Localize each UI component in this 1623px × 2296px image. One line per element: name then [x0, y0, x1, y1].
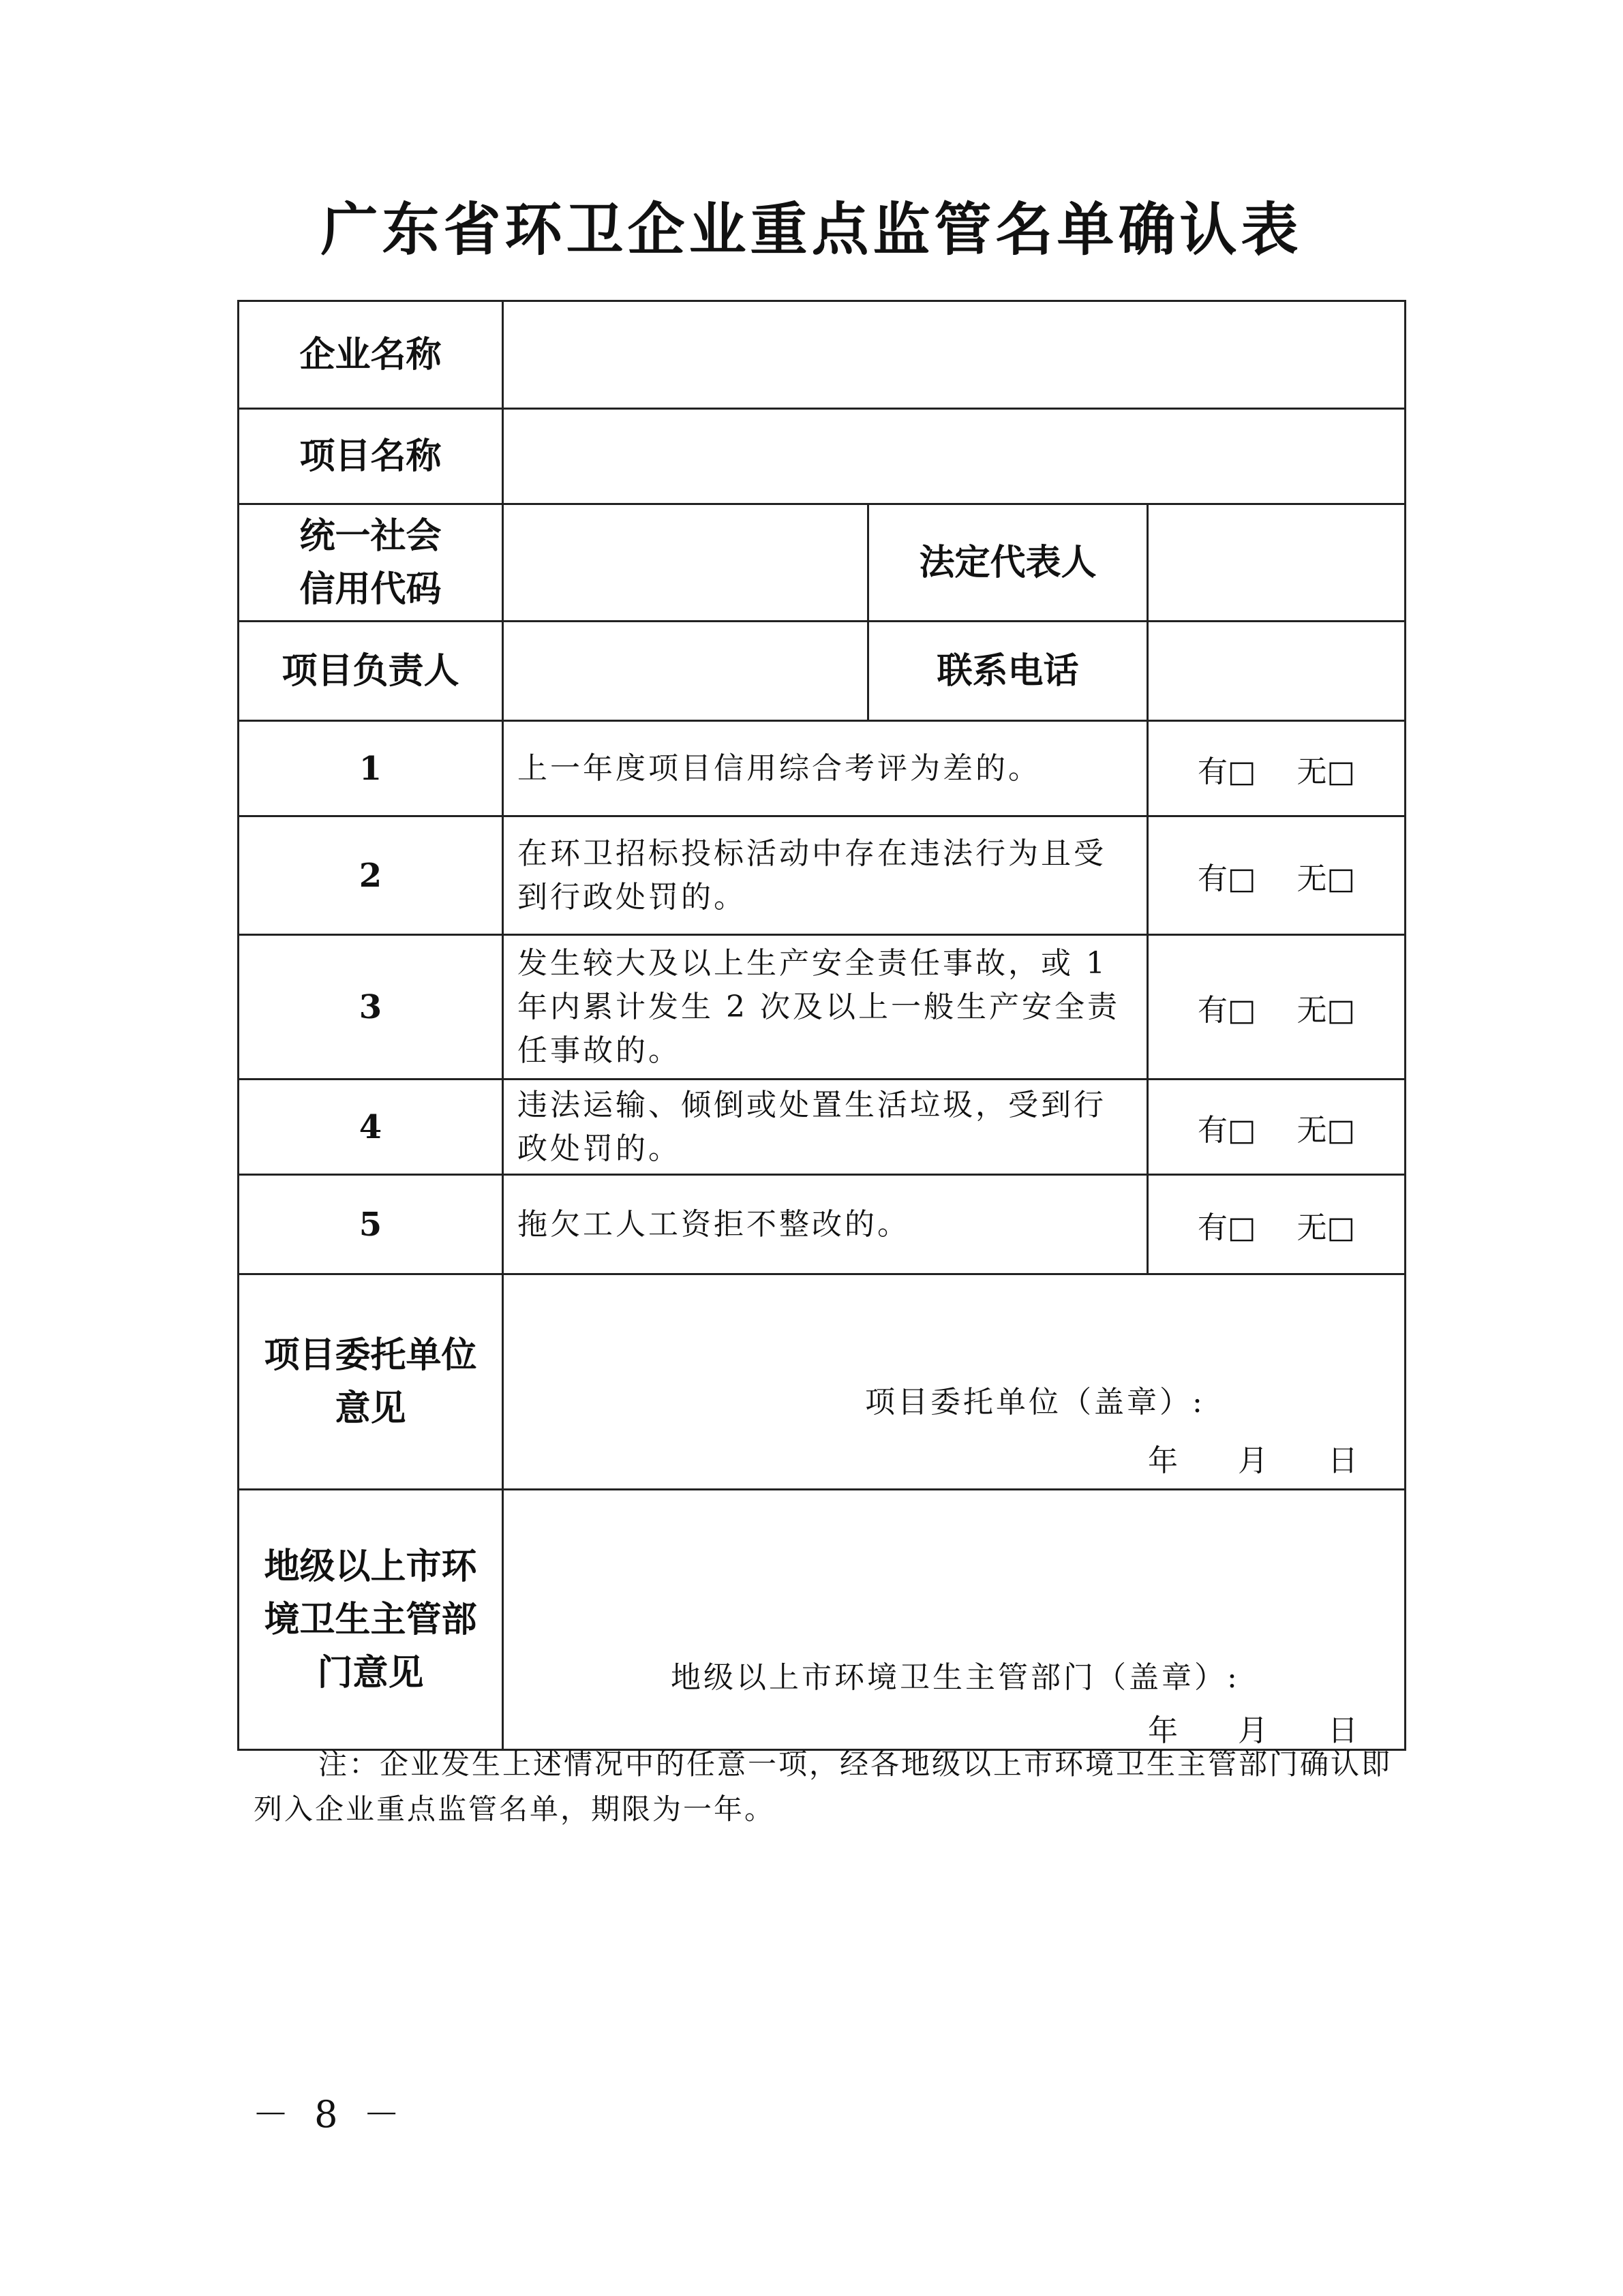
item-yes-no: [1148, 935, 1406, 1080]
page-number: － 8 －: [252, 2093, 407, 2136]
no-checkbox[interactable]: 无□: [1296, 861, 1356, 896]
item-row: [239, 816, 1406, 935]
row-company-name: [239, 301, 1406, 409]
no-checkbox[interactable]: 无□: [1296, 1210, 1356, 1245]
item-description: 违法运输、倾倒或处置生活垃圾，受到行政处罚的。: [503, 1080, 1148, 1175]
item-number: 1: [239, 721, 503, 816]
item-row: [239, 721, 1406, 816]
date-month: 月: [1238, 1443, 1269, 1478]
item-number: 3: [239, 935, 503, 1080]
project-name-label: 项目名称: [239, 409, 503, 504]
entrust-date: [1148, 1436, 1359, 1480]
footnote: 注：企业发生上述情况中的任意一项，经各地级以上市环境卫生主管部门确认即列入企业重点监管名单，期限为一年。: [254, 1747, 1393, 1826]
no-checkbox[interactable]: 无□: [1296, 754, 1356, 789]
authority-stamp-text: 地级以上市环境卫生主管部门（盖章）:: [671, 1660, 1240, 1695]
entrust-opinion-label: 项目委托单位意见: [239, 1274, 503, 1490]
row-entrust-opinion: [239, 1274, 1406, 1490]
phone-label: 联系电话: [868, 622, 1148, 721]
yes-checkbox[interactable]: 有□: [1197, 754, 1256, 789]
row-authority-opinion: [239, 1490, 1406, 1750]
date-year: 年: [1148, 1443, 1179, 1478]
item-yes-no: [1148, 816, 1406, 935]
item-row: [239, 935, 1406, 1080]
date-day: 日: [1328, 1443, 1359, 1478]
yes-checkbox[interactable]: 有□: [1197, 861, 1256, 896]
credit-code-field[interactable]: [503, 504, 868, 622]
entrust-opinion-field[interactable]: [503, 1274, 1406, 1490]
row-project-lead: [239, 622, 1406, 721]
item-row: [239, 1080, 1406, 1175]
entrust-stamp-text: 项目委托单位（盖章）:: [865, 1385, 1205, 1420]
date-year: 年: [1148, 1713, 1179, 1748]
authority-opinion-label: 地级以上市环境卫生主管部门意见: [239, 1490, 503, 1750]
project-lead-field[interactable]: [503, 622, 868, 721]
project-name-field[interactable]: [503, 409, 1406, 504]
item-description: 在环卫招标投标活动中存在违法行为且受到行政处罚的。: [503, 816, 1148, 935]
row-credit-code: [239, 504, 1406, 622]
item-description: 发生较大及以上生产安全责任事故，或 1 年内累计发生 2 次及以上一般生产安全责任事故的。: [503, 935, 1148, 1080]
date-day: 日: [1328, 1713, 1359, 1748]
item-row: [239, 1175, 1406, 1274]
phone-field[interactable]: [1148, 622, 1406, 721]
yes-checkbox[interactable]: 有□: [1197, 1112, 1256, 1148]
item-number: 2: [239, 816, 503, 935]
legal-rep-field[interactable]: [1148, 504, 1406, 622]
date-month: 月: [1238, 1713, 1269, 1748]
item-yes-no: [1148, 1080, 1406, 1175]
row-project-name: [239, 409, 1406, 504]
no-checkbox[interactable]: 无□: [1296, 1112, 1356, 1148]
legal-rep-label: 法定代表人: [868, 504, 1148, 622]
page-title: 广东省环卫企业重点监管名单确认表: [320, 196, 1303, 263]
yes-checkbox[interactable]: 有□: [1197, 1210, 1256, 1245]
item-description: 上一年度项目信用综合考评为差的。: [503, 721, 1148, 816]
project-lead-label: 项目负责人: [239, 622, 503, 721]
no-checkbox[interactable]: 无□: [1296, 992, 1356, 1028]
item-number: 5: [239, 1175, 503, 1274]
yes-checkbox[interactable]: 有□: [1197, 992, 1256, 1028]
credit-code-label: 统一社会信用代码: [239, 504, 503, 622]
confirmation-form-table: [237, 300, 1406, 1751]
item-number: 4: [239, 1080, 503, 1175]
item-description: 拖欠工人工资拒不整改的。: [503, 1175, 1148, 1274]
company-name-label: 企业名称: [239, 301, 503, 409]
company-name-field[interactable]: [503, 301, 1406, 409]
item-yes-no: [1148, 1175, 1406, 1274]
authority-opinion-field[interactable]: [503, 1490, 1406, 1750]
item-yes-no: [1148, 721, 1406, 816]
